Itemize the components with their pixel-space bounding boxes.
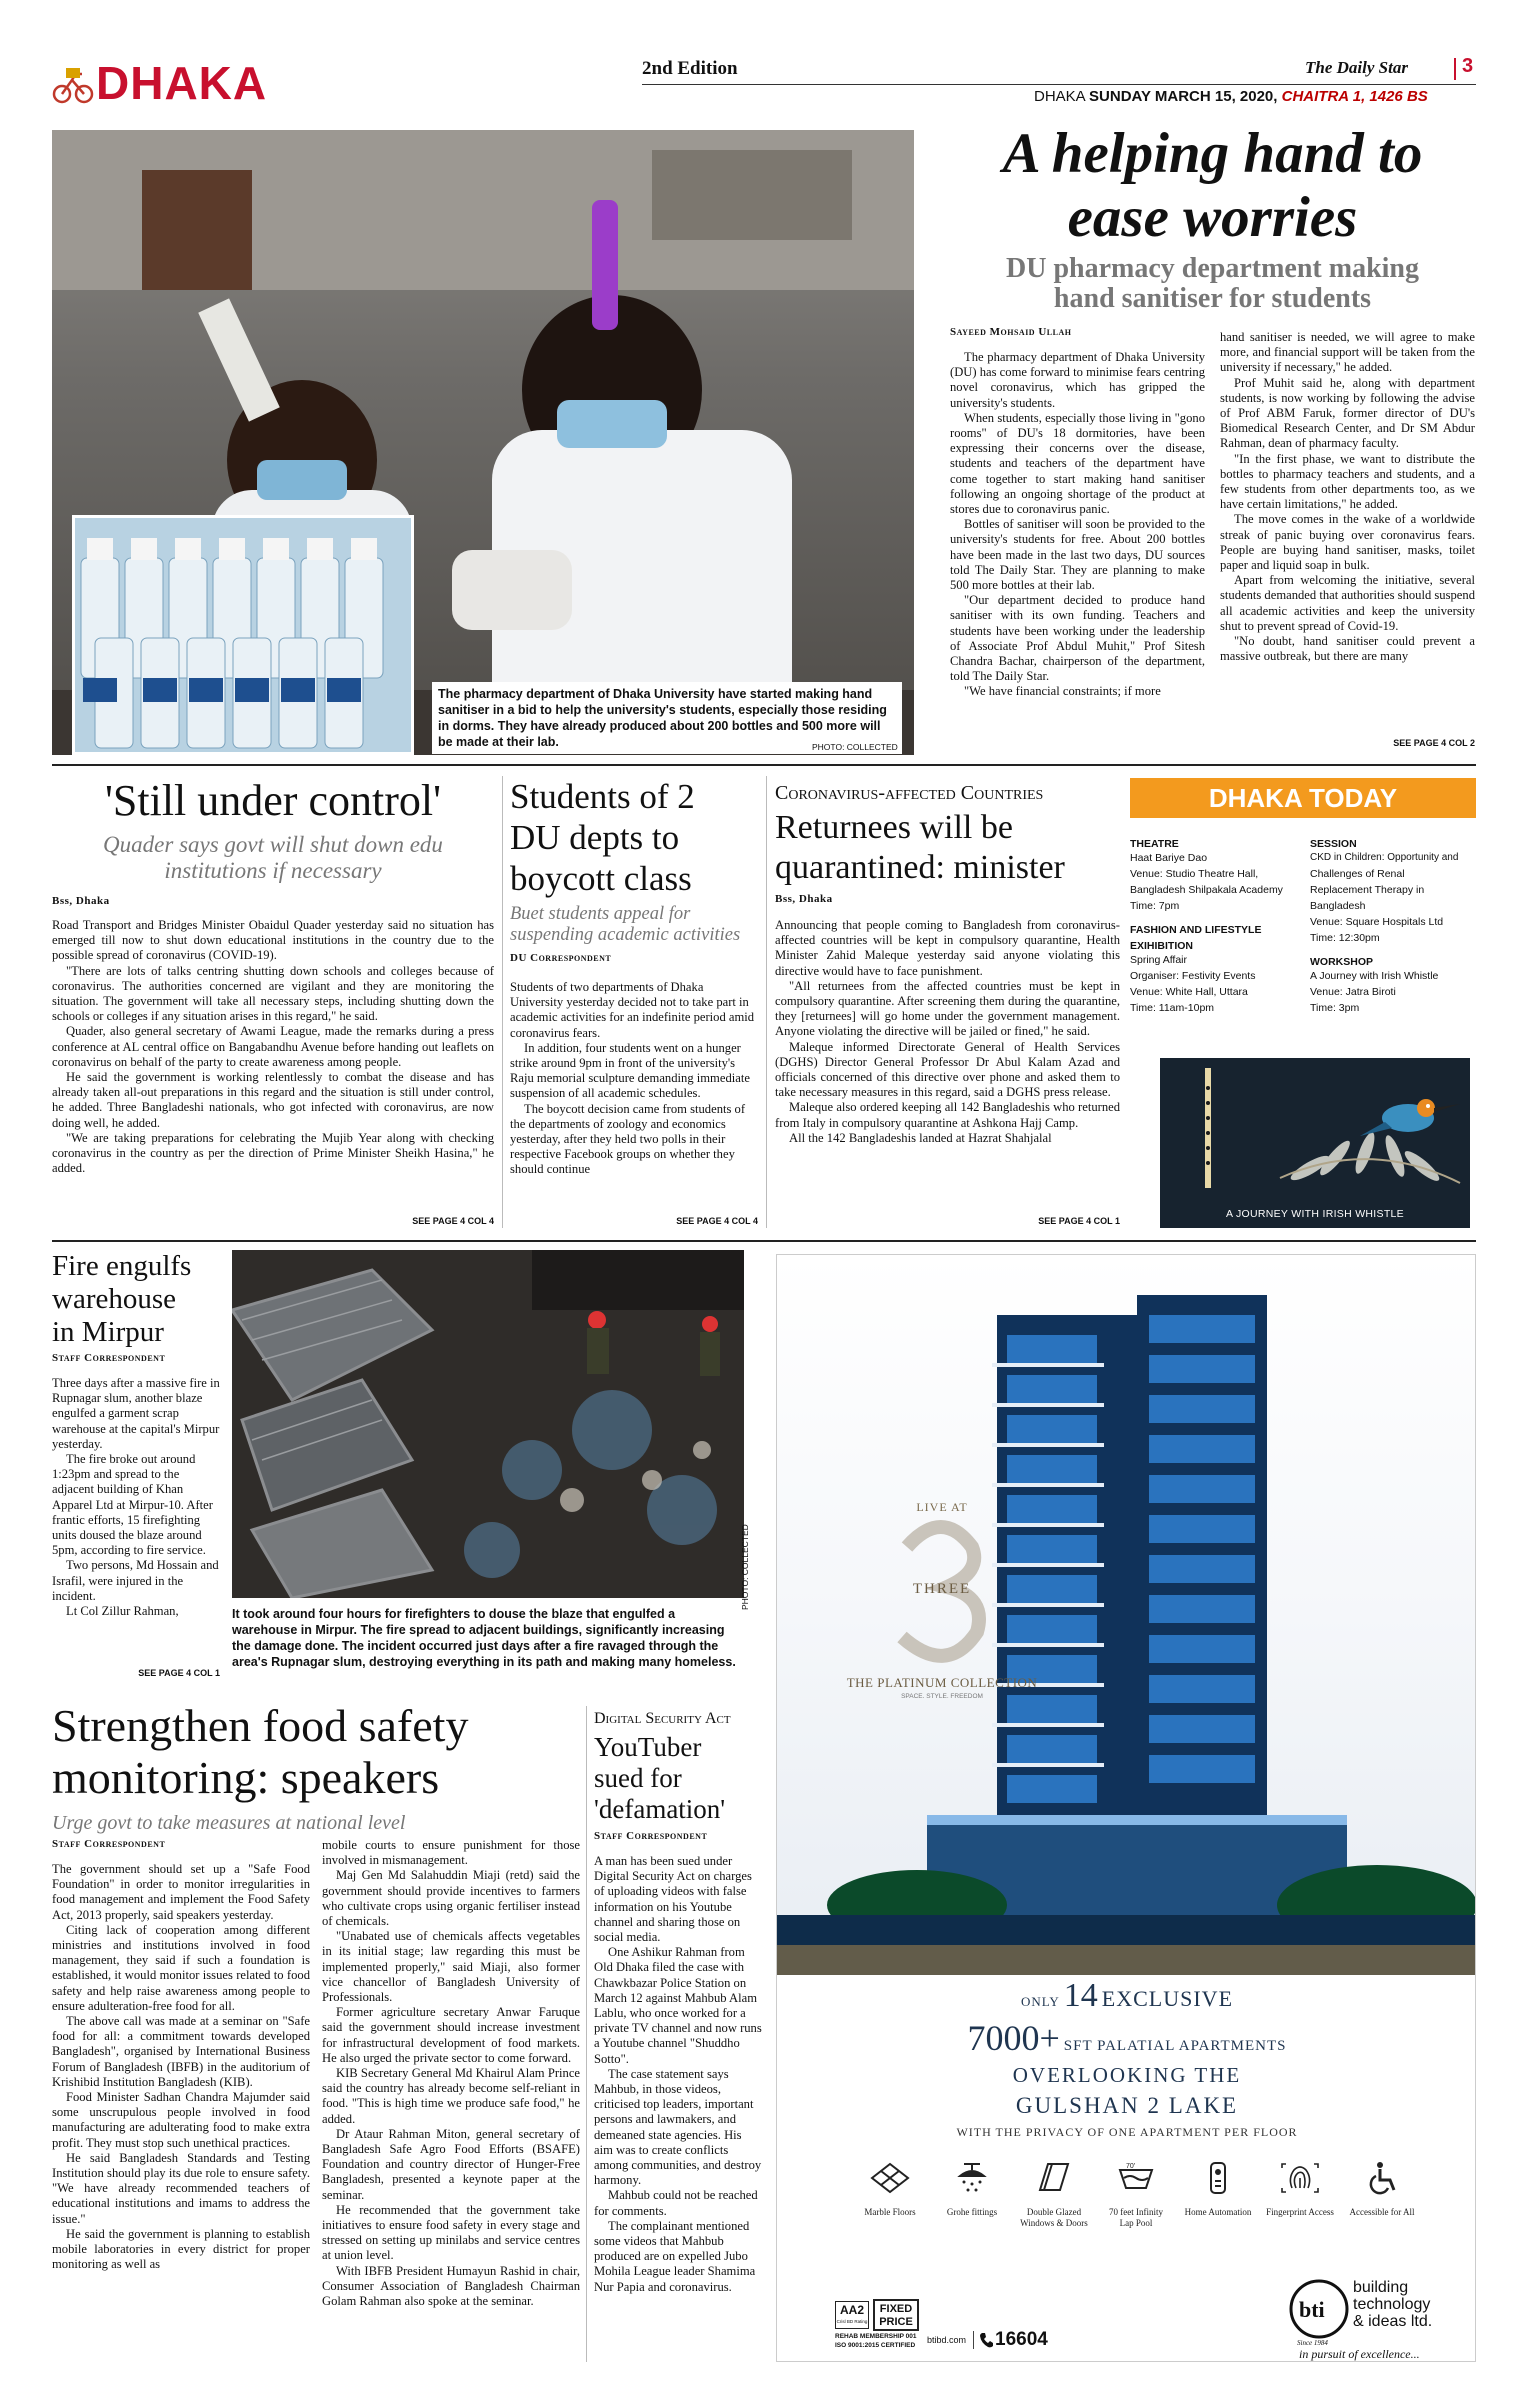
feature-label: 70 feet Infinity Lap Pool xyxy=(1109,2207,1163,2228)
grohe-fittings-icon xyxy=(950,2160,994,2196)
accessible-icon xyxy=(1360,2160,1404,2196)
lap-pool-icon xyxy=(1114,2160,1158,2196)
food-headline-line-1: Strengthen food safety xyxy=(52,1700,469,1751)
control-subhead-line-1: Quader says govt will shut down edu xyxy=(103,832,443,857)
phone-icon xyxy=(979,2332,993,2348)
ad-tagline: in pursuit of excellence... xyxy=(1299,2347,1420,2361)
date-city: DHAKA xyxy=(1034,88,1085,105)
fire-photo xyxy=(232,1250,744,1598)
ad-brand-line-2: technology xyxy=(1353,2296,1431,2313)
youtuber-body xyxy=(594,1854,762,2362)
food-col2-para: Maj Gen Md Salahuddin Miaji (retd) said the government should provide incentives to farmers who cultivate crops using organic fertiliser instead of chemicals. xyxy=(322,1868,580,1929)
svg-text:bti: bti xyxy=(1299,2297,1325,2322)
lead-subhead-line-1: DU pharmacy department making xyxy=(1006,253,1419,284)
control-byline: Bss, Dhaka xyxy=(52,895,110,907)
divider xyxy=(52,1240,1476,1242)
ad-collection: THE PLATINUM COLLECTION xyxy=(846,1675,1038,1690)
dt-head: FASHION AND LIFESTYLE xyxy=(1130,924,1262,936)
dt-line: Time: 12:30pm xyxy=(1310,932,1380,944)
lead-col1-para: "Our department decided to produce hand sanitiser with its own funding. Teachers and students have been working under the leadership of Associate Prof Abdul Muhit," Prof Sitesh Chandra Bachar, chairperson of the department, told The Daily Star. xyxy=(950,593,1205,684)
boycott-byline: DU Correspondent xyxy=(510,952,612,964)
returnees-byline: Bss, Dhaka xyxy=(775,893,833,905)
feature-item xyxy=(1347,2160,1417,2218)
edition-label: 2nd Edition xyxy=(642,58,738,79)
fire-byline: Staff Correspondent xyxy=(52,1352,166,1364)
svg-text:70': 70' xyxy=(1126,2163,1136,2170)
dt-head: WORKSHOP xyxy=(1310,956,1373,968)
returnees-body xyxy=(775,918,1120,1216)
feature-label: Home Automation xyxy=(1184,2207,1252,2217)
lab-photo-caption: The pharmacy department of Dhaka University have started making hand sanitiser in a bid to help the university's students, especially those residing in dorms. They have already produced about 200 bottles and 500 more will be made at their lab. xyxy=(432,682,902,754)
ad-fixed-price-badge xyxy=(873,2299,919,2331)
control-headline: 'Still under control' xyxy=(104,776,442,825)
ad-sft: 7000+ xyxy=(967,2018,1060,2058)
feature-label: Grohe fittings xyxy=(946,2207,998,2217)
youtuber-headline-line-1: YouTuber xyxy=(594,1732,702,1762)
dt-line: Replacement Therapy in xyxy=(1310,884,1425,896)
ad-apartments: SFT PALATIAL APARTMENTS xyxy=(1063,2038,1287,2054)
ad-iso: ISO 9001:2015 CERTIFIED xyxy=(835,2342,916,2349)
control-para: "There are lots of talks centring shutting down schools and colleges because of coronavirus. The authorities concerned are vigilant and they are monitoring the situation. The government will take all necessary steps, including shutting down the schools or colleges if any situation arises in this regard," he said. xyxy=(52,963,494,1024)
dt-line: Challenges of Renal xyxy=(1310,868,1405,880)
masthead xyxy=(0,0,1527,110)
youtuber-kicker: Digital Security Act xyxy=(594,1710,731,1727)
date-day: SUNDAY MARCH 15, 2020, xyxy=(1089,88,1278,105)
food-col1-para: Food Minister Sadhan Chandra Majumder said some unscrupulous people involved in food manufacturing are adulterating food to make extra profit. They must stop such unethical practices. xyxy=(52,2090,310,2150)
sanitiser-bottles-inset xyxy=(72,515,414,755)
dhaka-today-box xyxy=(1130,778,1476,1228)
control-para: "We are taking preparations for celebrating the Mujib Year along with checking coronavirus in the country as per the direction of Prime Minister Sheikh Hasina," he added. xyxy=(52,1130,494,1176)
divider xyxy=(766,776,767,1228)
feature-item xyxy=(1019,2160,1089,2229)
dt-line: A Journey with Irish Whistle xyxy=(1310,970,1439,982)
returnees-headline xyxy=(775,808,1120,888)
ad-only: ONLY xyxy=(1020,1994,1060,2009)
dt-line: Venue: White Hall, Uttara xyxy=(1130,986,1248,998)
lead-headline-line-1: A helping hand to xyxy=(1002,122,1423,185)
rickshaw-icon xyxy=(52,62,94,104)
food-col1-para: Citing lack of cooperation among different ministries and institutions involved in food management, they said if such a foundation is established, it would monitor issues related to food safety and help raise awareness among people to ensure adulteration-free food for all. xyxy=(52,1922,310,2013)
control-subhead-line-2: institutions if necessary xyxy=(164,858,382,883)
fire-headline-line-2: warehouse xyxy=(52,1283,177,1315)
fingerprint-icon xyxy=(1278,2160,1322,2196)
paper-logo: The Daily Star xyxy=(1305,58,1408,77)
dt-head: THEATRE xyxy=(1130,838,1179,850)
dt-line: Time: 7pm xyxy=(1130,900,1180,912)
lead-see-page[interactable]: SEE PAGE 4 COL 2 xyxy=(1393,738,1475,748)
food-subhead: Urge govt to take measures at national level xyxy=(52,1812,406,1834)
ad-exclusive: EXCLUSIVE xyxy=(1101,1986,1234,2011)
ad-price: PRICE xyxy=(879,2316,913,2328)
lead-byline: Sayeed Mohsaid Ullah xyxy=(950,326,1072,338)
food-headline xyxy=(52,1700,572,1804)
bti-logo-icon xyxy=(1289,2279,1349,2339)
feature-item xyxy=(1265,2160,1335,2218)
control-para: Road Transport and Bridges Minister Obaidul Quader yesterday said no situation has emerged till now to shut down educational institutions in the country due to the possible spread of coronavirus (COVID-19). xyxy=(52,918,494,963)
dt-head: EXIHIBITION xyxy=(1130,940,1194,952)
feature-item xyxy=(937,2160,1007,2218)
feature-label: Marble Floors xyxy=(864,2207,916,2217)
youtuber-para: The case statement says Mahbub, in those videos, criticised top leaders, important persons and lawmakers, and demeaned state agencies. His aim was to create conflicts among communities, and destroy harmony. xyxy=(594,2066,762,2188)
ad-brand xyxy=(1353,2279,1432,2330)
youtuber-para: The complainant mentioned some videos that Mahbub produced are on expelled Jubo Mohila League leader Shamima Nur Papia and coronavirus. xyxy=(594,2218,756,2294)
control-body xyxy=(52,918,494,1216)
youtuber-para: A man has been sued under Digital Security Act on charges of uploading videos with false information on his Youtube channel and sharing those on social media. xyxy=(594,1854,752,1945)
marble-floor-icon xyxy=(868,2160,912,2196)
feature-label: Double Glazed Windows & Doors xyxy=(1020,2207,1088,2228)
food-col2-para: Former agriculture secretary Anwar Faruque said the government should increase investment for infrastructural development of food markets. He also urged the private sector to come forward. xyxy=(322,2005,580,2065)
ad-hotline[interactable]: 16604 xyxy=(995,2329,1048,2350)
youtuber-para: One Ashikur Rahman from Old Dhaka filed the case with Chawkbazar Police Station on March 12 against Mahbub Alam Lablu, who once worked for a private TV channel and now runs a Youtube channel "Shuddho Sotto". xyxy=(594,1945,762,2066)
food-col2-para: Dr Ataur Rahman Miton, general secretary of Bangladesh Safe Agro Food Efforts (BSAFE) Foundation and country director of Hunger-Free Bangladesh, presented a keynote paper at the seminar. xyxy=(322,2126,580,2202)
returnees-headline-line-1: Returnees will be xyxy=(775,809,1013,846)
boycott-see-page[interactable]: SEE PAGE 4 COL 4 xyxy=(676,1216,758,1226)
lead-col-2 xyxy=(1220,330,1475,734)
fire-para: Three days after a massive fire in Rupnagar slum, another blaze engulfed a garment scrap warehouse at the capital's Mirpur yesterday. xyxy=(52,1376,220,1451)
page-number: 3 xyxy=(1462,55,1474,77)
lead-col-1 xyxy=(950,350,1205,748)
boycott-para: In addition, four students went on a hunger strike around 9pm in front of the university's Raju memorial sculpture demanding immediate suspension of all academic schedules. xyxy=(510,1040,750,1101)
food-col2-para: With IBFB President Humayun Rashid in chair, Consumer Association of Bangladesh Chairman Golam Rahman also spoke at the seminar. xyxy=(322,2263,580,2309)
dt-line: Time: 11am-10pm xyxy=(1130,1002,1215,1014)
lead-col1-para: When students, especially those living in "gono rooms" of DU's 18 dormitories, have been expressing their concerns over the disease, students and teachers of the department have come together to start making hand sanitiser following an ongoing shortage of the product at stores due to coronavirus panic. xyxy=(950,410,1205,517)
poster-caption: A JOURNEY WITH IRISH WHISTLE xyxy=(1226,1208,1404,1220)
food-col2-para: "Unabated use of chemicals affects vegetables in its initial stage; law regarding this must be implemented properly," said Miaji, also former vice chancellor of Bangladesh University of Professionals. xyxy=(322,1929,580,2005)
dhaka-today-title: DHAKA TODAY xyxy=(1130,778,1476,818)
boycott-headline xyxy=(510,776,765,899)
fire-photo-credit: PHOTO: COLLECTED xyxy=(740,1524,750,1610)
dt-line: CKD in Children: Opportunity and xyxy=(1310,852,1459,863)
ad-collection-tag: SPACE. STYLE. FREEDOM xyxy=(901,1693,983,1700)
lab-photo xyxy=(52,130,914,755)
ad-rating-sub: Crisl BD Rating xyxy=(836,2319,868,2324)
returnees-headline-line-2: quarantined: minister xyxy=(775,849,1065,886)
youtuber-headline xyxy=(594,1732,759,1825)
ad-building-image xyxy=(777,1255,1476,1975)
fire-see-page[interactable]: SEE PAGE 4 COL 1 xyxy=(138,1668,220,1678)
boycott-headline-line-2: DU depts to xyxy=(510,818,680,857)
ad-three: THREE xyxy=(912,1581,972,1597)
ad-since: Since 1984 xyxy=(1297,2339,1328,2347)
ad-line-1 xyxy=(777,1977,1476,2015)
boycott-subhead-line-1: Buet students appeal for xyxy=(510,904,691,924)
returnees-para: All the 142 Bangladeshis landed at Hazrat Shahjalal xyxy=(789,1130,1052,1145)
control-para: Quader, also general secretary of Awami League, made the remarks during a press conference at AL central office on Bangabandhu Avenue before handing out leaflets on coronavirus on behalf of the party to create awareness among people. xyxy=(52,1024,494,1069)
dt-line: Venue: Square Hospitals Ltd xyxy=(1310,916,1444,928)
ad-rating: AA2 xyxy=(839,2303,864,2317)
feature-item xyxy=(855,2160,925,2218)
dt-line: Bangladesh Shilpakala Academy xyxy=(1130,884,1283,896)
boycott-body xyxy=(510,980,758,1215)
dt-head: SESSION xyxy=(1310,838,1357,850)
youtuber-byline: Staff Correspondent xyxy=(594,1830,708,1842)
lead-col2-para: Prof Muhit said he, along with department students, is now working by following the advise of Prof ABM Faruk, former director of DU's Biomedical Research Center, and Dr SM Abdur Rahman, dean of pharmacy faculty. xyxy=(1220,375,1475,451)
section-title: DHAKA xyxy=(96,57,268,109)
divider xyxy=(586,1706,587,2362)
lead-col1-para: The pharmacy department of Dhaka University (DU) has come forward to minimise fears centring novel coronavirus, which has gripped the university's students. xyxy=(950,350,1205,410)
fire-para: The fire broke out around 1:23pm and spread to the adjacent building of Khan Apparel Ltd at Mirpur-10. After frantic efforts, 15 firefighting units doused the blaze around 5pm, according to fire service. xyxy=(52,1452,213,1558)
fire-para: Lt Col Zillur Rahman, xyxy=(66,1604,179,1619)
control-see-page[interactable]: SEE PAGE 4 COL 4 xyxy=(412,1216,494,1226)
ad-line-2 xyxy=(777,2017,1476,2059)
dhaka-today-right xyxy=(1310,838,1476,1016)
ad-fourteen: 14 xyxy=(1063,1977,1098,2014)
youtuber-para: Mahbub could not be reached for comments. xyxy=(594,2188,758,2218)
dt-line: Bangladesh xyxy=(1310,900,1366,912)
feature-item xyxy=(1101,2160,1171,2229)
masthead-rule xyxy=(642,84,1476,85)
bti-advertisement[interactable] xyxy=(776,1254,1476,2362)
ad-rating-badge xyxy=(835,2301,869,2329)
lead-headline-line-2: ease worries xyxy=(1067,186,1358,249)
boycott-headline-line-1: Students of 2 xyxy=(510,777,695,816)
food-col1-para: He said the government is planning to establish mobile laboratories in every district for proper monitoring as well as xyxy=(52,2226,310,2272)
boycott-para: The boycott decision came from students of the departments of zoology and economics yesterday, after they held two polls in their respective Facebook groups on whether they should continue xyxy=(510,1101,746,1177)
boycott-para: Students of two departments of Dhaka University yesterday decided not to take part in academic activities for an indefinite period amid coronavirus fears. xyxy=(510,980,755,1040)
fire-body xyxy=(52,1376,220,1662)
lead-subhead-line-2: hand sanitiser for students xyxy=(1053,283,1372,314)
divider xyxy=(502,776,503,1228)
fire-headline-line-1: Fire engulfs xyxy=(52,1250,192,1282)
returnees-see-page[interactable]: SEE PAGE 4 COL 1 xyxy=(1038,1216,1120,1226)
returnees-para: "All returnees from the affected countries must be kept in compulsory quarantine. After screening them during the quarantine, they [returnees] will go home under the government management. Anyone violating the directive will be jailed or fined," he said. xyxy=(775,978,1120,1039)
food-headline-line-2: monitoring: speakers xyxy=(52,1752,440,1803)
ad-rehab: REHAB MEMBERSHIP 001 xyxy=(835,2333,917,2340)
dt-line: Organiser: Festivity Events xyxy=(1130,970,1256,982)
ad-website[interactable]: btibd.com xyxy=(927,2335,967,2345)
ad-live-at: LIVE AT xyxy=(916,1500,968,1514)
lead-col2-para: "In the first phase, we want to distribute the bottles to pharmacy teachers and students, and a few students from other departments too, as we have certain limitations," he added. xyxy=(1220,451,1475,512)
ad-features xyxy=(855,2160,1455,2230)
boycott-subhead xyxy=(510,904,765,946)
returnees-para: Announcing that people coming to Bangladesh from coronavirus-affected countries will be kept in compulsory quarantine, Health Minister Zahid Maleque yesterday said anyone violating this directive would have to face punishment. xyxy=(775,918,1120,978)
lead-col2-para: Apart from welcoming the initiative, several students demanded that authorities should suspend all academic activities and keep the university shut to prevent spread of Covid-19. xyxy=(1220,573,1475,633)
dt-line: Time: 3pm xyxy=(1310,1002,1360,1014)
dt-line: Haat Bariye Dao xyxy=(1130,852,1208,864)
lead-col2-para: The move comes in the wake of a worldwide streak of panic buying over coronavirus fears. People are buying hand sanitiser, masks, toilet paper and liquid soap in bulk. xyxy=(1220,512,1475,573)
fire-photo-caption: It took around four hours for firefighters to douse the blaze that engulfed a warehouse in Mirpur. The fire spread to adjacent buildings, significantly increasing the damage done. The incident occurred just days after a fire ravaged through the area's Rupnagar slum, destroying everything in its path and making many homeless. xyxy=(232,1607,736,1669)
food-col2-para: mobile courts to ensure punishment for those involved in mismanagement. xyxy=(322,1838,580,1868)
food-col2-para: He recommended that the government take initiatives to ensure food safety in every stage and stressed on setting up minilabs and service centres at union level. xyxy=(322,2202,580,2263)
divider xyxy=(52,764,1476,766)
control-para: He said the government is working relentlessly to combat the disease and has already taken all-out preparations in this regard and the situation is still under control, he added. Three Bangladeshi nationals, who got infected with coronavirus, are now doing well, he added. xyxy=(52,1070,494,1130)
lead-col2-para: "No doubt, hand sanitiser could prevent a massive outbreak, but there are many xyxy=(1220,634,1475,664)
dateline xyxy=(1034,88,1428,105)
lead-headline xyxy=(940,122,1485,250)
food-col-1 xyxy=(52,1862,310,2362)
ad-fixed: FIXED xyxy=(879,2303,913,2315)
food-byline: Staff Correspondent xyxy=(52,1838,166,1850)
ad-footer xyxy=(777,2275,1476,2362)
ad-line-4: GULSHAN 2 LAKE xyxy=(1015,2093,1239,2118)
food-col1-para: The above call was made at a seminar on "Safe food for all: a commitment towards developed Bangladesh", organised by International Business Forum of Bangladesh (IBFB) in the auditorium of Krishibid Institution Bangladesh (KIB). xyxy=(52,2014,310,2089)
page-divider xyxy=(1454,58,1456,80)
ad-line-3: OVERLOOKING THE xyxy=(1012,2063,1242,2087)
returnees-para: Maleque informed Directorate General of Health Services (DGHS) Director General Professor Dr Abul Kalam Azad and officials concerned of this directive over phone and asked them to take necessary measures in this regard, said a DGHS press release. xyxy=(775,1039,1120,1100)
control-subhead xyxy=(52,832,494,884)
fire-headline xyxy=(52,1250,222,1349)
dt-line: Venue: Studio Theatre Hall, xyxy=(1130,868,1259,880)
boycott-subhead-line-2: suspending academic activities xyxy=(510,925,741,945)
feature-label: Fingerprint Access xyxy=(1266,2207,1334,2217)
returnees-para: Maleque also ordered keeping all 142 Bangladeshis who returned from Italy in compulsory quarantine at Ashkona Hajj Camp. xyxy=(775,1100,1120,1130)
returnees-kicker: Coronavirus-affected Countries xyxy=(775,782,1044,804)
ad-brand-line-1: building xyxy=(1353,2279,1409,2296)
dhaka-today-left xyxy=(1130,838,1302,1016)
ad-divider xyxy=(973,2331,974,2349)
lead-col2-para: hand sanitiser is needed, we will agree to make more, and financial support will be taken from the university if necessary," he added. xyxy=(1220,330,1475,375)
feature-item xyxy=(1183,2160,1253,2218)
lab-photo-credit: PHOTO: COLLECTED xyxy=(812,742,898,752)
ad-brand-line-3: & ideas ltd. xyxy=(1353,2313,1433,2330)
food-col-2 xyxy=(322,1838,580,2362)
dt-line: Venue: Jatra Biroti xyxy=(1310,986,1396,998)
food-col1-para: He said Bangladesh Standards and Testing Institution should play its due role to ensure safety. "We have already recommended teachers of educational institutions and imams to address the issue." xyxy=(52,2150,310,2226)
lead-col1-para: Bottles of sanitiser will soon be provided to the university's students for free. About 200 bottles have been made in the last two days, DU sources told The Daily Star. They are planning to make 500 more bottles at their lab. xyxy=(950,517,1205,593)
boycott-headline-line-3: boycott class xyxy=(510,859,692,898)
fire-para: Two persons, Md Hossain and Israfil, were injured in the incident. xyxy=(52,1558,219,1603)
ad-line-5: WITH THE PRIVACY OF ONE APARTMENT PER FLOOR xyxy=(956,2125,1298,2139)
double-glazed-icon xyxy=(1032,2160,1076,2196)
youtuber-headline-line-2: sued for xyxy=(594,1763,682,1793)
lead-subhead xyxy=(940,254,1485,314)
food-col2-para: KIB Secretary General Md Khairul Alam Prince said the country has already become self-reliant in food. "This is high time we produce safe food," he added. xyxy=(322,2066,580,2126)
irish-whistle-poster xyxy=(1160,1058,1470,1228)
feature-label: Accessible for All xyxy=(1349,2207,1415,2217)
dt-line: Spring Affair xyxy=(1130,954,1188,966)
fire-headline-line-3: in Mirpur xyxy=(52,1316,164,1348)
home-automation-icon xyxy=(1196,2160,1240,2196)
food-col1-para: The government should set up a "Safe Food Foundation" in order to monitor irregularities in food management and implement the Food Safety Act, 2013 properly, said speakers yesterday. xyxy=(52,1862,310,1922)
lead-col1-para: "We have financial constraints; if more xyxy=(964,684,1161,699)
date-bangla: CHAITRA 1, 1426 BS xyxy=(1281,88,1428,105)
youtuber-headline-line-3: 'defamation' xyxy=(594,1794,726,1824)
